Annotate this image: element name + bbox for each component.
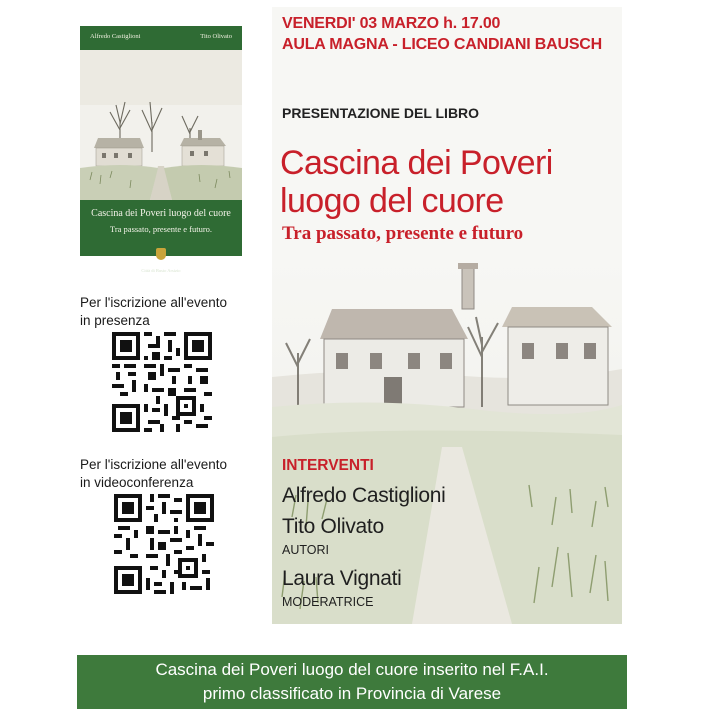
- book-publisher: Città di Busto Arsizio: [141, 268, 181, 273]
- interventi-heading: INTERVENTI: [282, 457, 374, 474]
- book-cover: [80, 26, 242, 273]
- city-crest-icon: [156, 248, 166, 260]
- book-subtitle: Tra passato, presente e futuro.: [109, 224, 213, 234]
- book-title: Cascina dei Poveri luogo del cuore: [91, 208, 231, 219]
- role-label: MODERATRICE: [282, 595, 374, 609]
- qr-code-videoconferenza[interactable]: [114, 494, 214, 594]
- speaker-name: Alfredo Castiglioni: [282, 484, 446, 507]
- book-author-2: Tito Olivato: [200, 33, 232, 40]
- poster-subtitle: Tra passato, presente e futuro: [282, 223, 524, 244]
- qr-label-presenza: [80, 294, 227, 330]
- role-label: AUTORI: [282, 543, 329, 557]
- qr-label-line2: in presenza: [80, 313, 150, 328]
- event-date: VENERDI' 03 MARZO h. 17.00: [282, 15, 501, 32]
- footer-line2: primo classificato in Provincia di Varese: [202, 684, 502, 703]
- event-place: AULA MAGNA - LICEO CANDIANI BAUSCH: [282, 36, 602, 53]
- book-cover-illustration: [80, 50, 242, 200]
- qr-label-videoconferenza: [80, 456, 227, 492]
- qr-label-line1: Per l'iscrizione all'evento: [80, 295, 227, 310]
- poster-title-line1: Cascina dei Poveri: [280, 144, 553, 182]
- speaker-name: Laura Vignati: [282, 567, 402, 590]
- speaker-name: Tito Olivato: [282, 515, 384, 538]
- poster-title: [280, 144, 553, 220]
- book-author-1: Alfredo Castiglioni: [90, 33, 141, 40]
- footer-banner: [77, 655, 627, 709]
- presentation-label: PRESENTAZIONE DEL LIBRO: [282, 105, 480, 121]
- poster-title-line2: luogo del cuore: [280, 182, 504, 220]
- qr-label-line1: Per l'iscrizione all'evento: [80, 457, 227, 472]
- qr-label-line2: in videoconferenza: [80, 475, 194, 490]
- qr-code-presenza[interactable]: [112, 332, 212, 432]
- event-poster: [272, 7, 622, 624]
- footer-line1: Cascina dei Poveri luogo del cuore inserito nel F.A.I.: [155, 660, 549, 679]
